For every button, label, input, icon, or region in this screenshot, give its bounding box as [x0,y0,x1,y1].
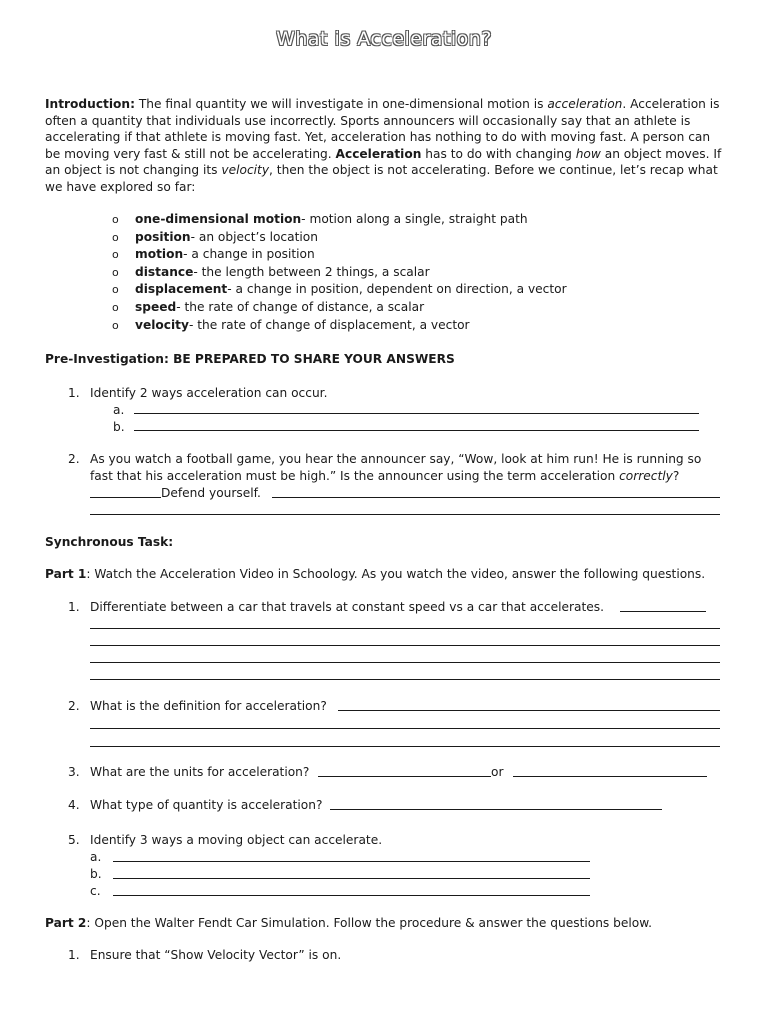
sync-question-5: Identify 3 ways a moving object can accelerate. [90,833,383,847]
intro-text-2: . Acceleration is often a quantity that individuals use incorrectly. Sports announcers will occasionally say that an athlete is accelerating if that athlete is moving fast. Yet, acceleration has nothing to do with moving fast. A person can be moving very fast & still not be accelerating. [45,97,720,161]
list-item [112,229,567,247]
answer-line[interactable] [90,497,161,498]
term: position [135,229,191,244]
part-1-text: : Watch the Acceleration Video in Schoology. As you watch the video, answer the following questions. [86,567,706,581]
list-item [112,317,567,335]
pre-investigation-heading: Pre-Investigation: BE PREPARED TO SHARE YOUR ANSWERS [45,352,455,366]
answer-line[interactable] [90,645,720,646]
question-number: 5. [68,833,80,847]
answer-line[interactable] [90,514,720,515]
term-definition: - an object’s location [190,229,318,244]
term: velocity [135,317,189,332]
answer-line[interactable] [90,679,720,680]
answer-label-a: a. [90,850,102,864]
question-number: 1. [68,600,80,614]
list-item [112,264,567,282]
intro-text-5: , then the object is not accelerating. Before we continue, let’s recap what we have explored so far: [45,163,718,194]
intro-how-italic: how [575,146,601,161]
list-item [112,299,567,317]
part-2-step-1: Ensure that “Show Velocity Vector” is on. [90,948,342,962]
term-definition: - a change in position [183,247,315,262]
answer-line[interactable] [620,611,706,612]
answer-line[interactable] [318,776,491,777]
term: motion [135,247,184,262]
term: one-dimensional motion [135,212,302,226]
intro-text-1: The final quantity we will investigate in one-dimensional motion is [134,97,548,111]
q2-correctly-italic: correctly [619,469,673,483]
introduction-paragraph [45,96,725,196]
question-number: 2. [68,699,80,713]
answer-line[interactable] [272,497,720,498]
term: displacement [135,282,228,297]
term-definition: - the rate of change of displacement, a vector [188,317,470,332]
sync-question-2: What is the definition for acceleration? [90,699,327,713]
part-2-instructions [45,916,652,930]
sync-question-1: Differentiate between a car that travels at constant speed vs a car that accelerates. [90,600,604,614]
answer-line[interactable] [90,746,720,747]
intro-text-4: an object moves. If an object is not changing its [45,146,722,178]
list-item [112,211,567,229]
intro-acceleration-italic: acceleration [547,97,623,111]
part-2-text: : Open the Walter Fendt Car Simulation. Follow the procedure & answer the questions below. [86,916,652,930]
q2-text: fast that his acceleration must be high.” Is the announcer using the term acceleration [90,469,620,483]
sync-question-4: What type of quantity is acceleration? [90,798,323,812]
intro-label: Introduction: [45,97,135,111]
term: distance [135,264,194,279]
question-number: 3. [68,765,80,779]
pre-question-2-line-1: As you watch a football game, you hear the announcer say, “Wow, look at him run! He is running so [90,452,702,466]
answer-line[interactable] [113,895,590,896]
term-definition: - the rate of change of distance, a scalar [176,299,425,314]
page-title: What is Acceleration? [276,28,492,50]
intro-velocity-italic: velocity [221,163,270,178]
q2-question-mark: ? [672,469,680,483]
pre-question-2-line-2 [90,469,679,483]
part-1-label: Part 1 [45,567,87,581]
answer-label-a: a. [113,403,125,417]
term: speed [135,299,177,314]
synchronous-task-heading: Synchronous Task: [45,535,174,549]
answer-line[interactable] [113,878,590,879]
intro-acceleration-bold: Acceleration [335,146,422,161]
answer-line[interactable] [513,776,707,777]
question-number: 1. [68,948,80,962]
answer-line[interactable] [134,413,699,414]
list-item [112,281,567,299]
term-definition: - a change in position, dependent on direction, a vector [227,282,567,297]
question-number: 2. [68,452,80,466]
part-2-label: Part 2 [45,916,87,930]
answer-line[interactable] [330,809,662,810]
answer-line[interactable] [113,861,590,862]
term-definition: - the length between 2 things, a scalar [193,264,430,279]
answer-label-b: b. [113,420,125,434]
answer-label-c: c. [90,884,101,898]
question-number: 1. [68,386,80,400]
list-item [112,246,567,264]
answer-line[interactable] [90,662,720,663]
question-number: 4. [68,798,80,812]
recap-list [112,211,567,334]
answer-line[interactable] [338,710,720,711]
or-label: or [491,765,504,779]
answer-label-b: b. [90,867,102,881]
answer-line[interactable] [90,728,720,729]
term-definition: - motion along a single, straight path [301,212,528,226]
part-1-instructions [45,567,705,581]
defend-yourself-label: Defend yourself. [161,486,261,500]
intro-text-3: has to do with changing [421,146,576,161]
sync-question-3: What are the units for acceleration? [90,765,310,779]
answer-line[interactable] [134,430,699,431]
pre-question-1: Identify 2 ways acceleration can occur. [90,386,328,400]
answer-line[interactable] [90,628,720,629]
